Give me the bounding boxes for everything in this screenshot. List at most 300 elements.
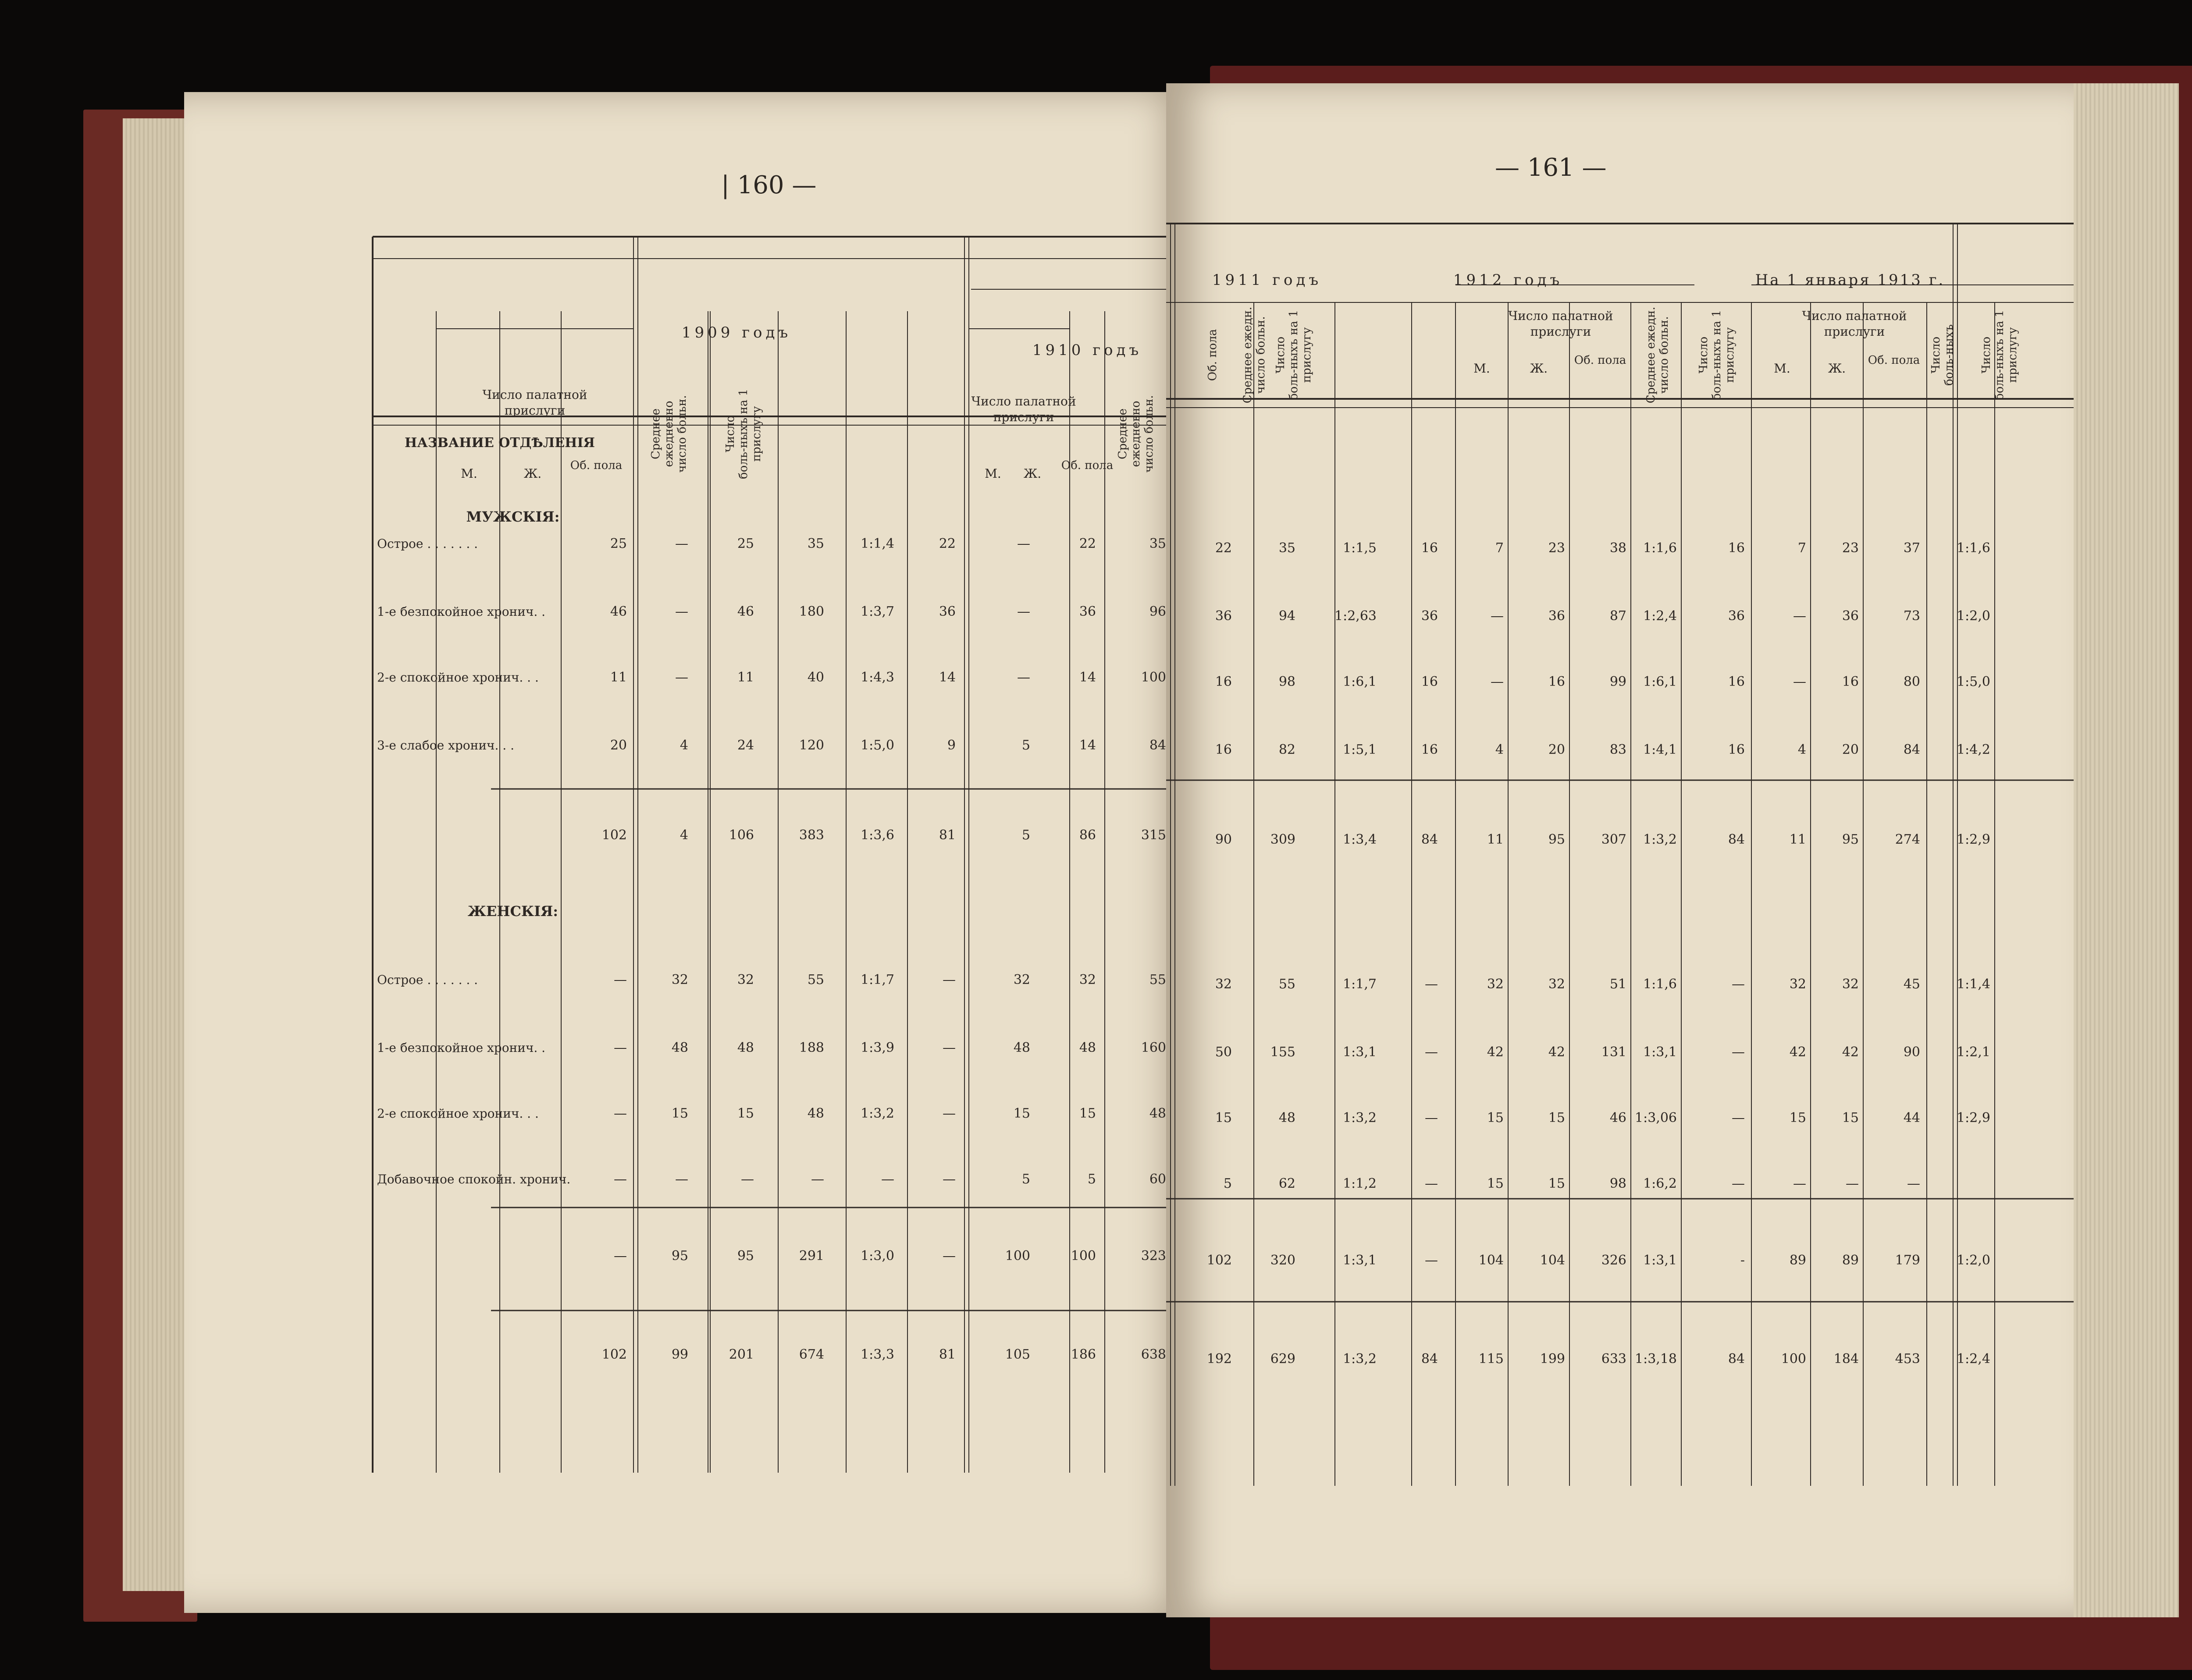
col-patients-header bbox=[1929, 324, 1956, 386]
cell-value: 36 bbox=[1842, 608, 1859, 624]
col-ratio-header bbox=[724, 389, 763, 479]
col-avg-header bbox=[649, 395, 689, 472]
cell-value: 48 bbox=[1278, 1110, 1295, 1126]
cell-value: 16 bbox=[1548, 674, 1565, 689]
cell-value: 15 bbox=[1487, 1176, 1504, 1191]
cell-value: 35 bbox=[807, 536, 824, 551]
cell-value: 1:2,4 bbox=[1643, 608, 1677, 624]
cell-value: — bbox=[1425, 1176, 1438, 1191]
cell-value: — bbox=[614, 1106, 627, 1121]
cell-value: 1:2,63 bbox=[1334, 608, 1377, 624]
col-ratio-header bbox=[1980, 310, 2019, 400]
cell-value: 80 bbox=[1903, 674, 1920, 689]
cell-value: — bbox=[1491, 608, 1504, 624]
cell-value: — bbox=[1846, 1176, 1859, 1191]
cell-value: 1:6,2 bbox=[1643, 1176, 1677, 1191]
cell-value: — bbox=[1491, 674, 1504, 689]
cell-value: 95 bbox=[737, 1248, 754, 1264]
cell-value: 1:2,0 bbox=[1957, 1253, 1990, 1268]
header-text: боль-ныхъ на 1 bbox=[737, 389, 751, 479]
cell-value: 1:2,0 bbox=[1957, 608, 1990, 624]
cell-value: 11 bbox=[737, 670, 754, 685]
cell-value: 1:3,2 bbox=[1343, 1110, 1377, 1126]
cell-value: 1:4,2 bbox=[1957, 742, 1990, 757]
cell-value: 50 bbox=[1215, 1044, 1232, 1060]
row-label: 2-е спокойное хронич. . . bbox=[377, 670, 539, 685]
cell-value: 16 bbox=[1728, 540, 1745, 556]
cell-value: 48 bbox=[1013, 1040, 1030, 1055]
cell-value: 1:3,2 bbox=[1343, 1351, 1377, 1367]
cell-value: 25 bbox=[610, 536, 627, 551]
cell-value: 16 bbox=[1728, 742, 1745, 757]
col-ratio-header bbox=[1697, 310, 1737, 400]
header-text: Число bbox=[1980, 336, 1993, 374]
cell-value: 106 bbox=[729, 828, 754, 843]
cell-value: 32 bbox=[1842, 977, 1859, 992]
cell-value: — bbox=[1907, 1176, 1920, 1191]
cell-value: 95 bbox=[1548, 832, 1565, 847]
cell-value: 1:6,1 bbox=[1643, 674, 1677, 689]
col-m-header: М. bbox=[985, 466, 1001, 481]
cell-value: 1:3,7 bbox=[861, 604, 894, 619]
row-label: Острое . . . . . . . bbox=[377, 536, 478, 551]
staff-group-header: Число палатной bbox=[482, 387, 587, 402]
cell-value: 48 bbox=[671, 1040, 688, 1055]
cell-value: 192 bbox=[1206, 1351, 1232, 1367]
cell-value: — bbox=[1017, 670, 1030, 685]
cell-value: 1:4,3 bbox=[861, 670, 894, 685]
year-header-1909: 1909 годъ bbox=[681, 324, 792, 341]
cell-value: 307 bbox=[1601, 832, 1626, 847]
row-label: 2-е спокойное хронич. . . bbox=[377, 1106, 539, 1121]
cell-value: 1:3,3 bbox=[861, 1347, 894, 1362]
col-both-header: Об. пола bbox=[1574, 354, 1626, 367]
col-zh-header: Ж. bbox=[1530, 361, 1548, 376]
cell-value: 15 bbox=[1079, 1106, 1096, 1121]
row-label: 1-е безпокойное хронич. . bbox=[377, 604, 546, 619]
cell-value: 20 bbox=[610, 738, 627, 753]
cell-value: 7 bbox=[1495, 540, 1504, 556]
col-both-header: Об. пола bbox=[570, 459, 623, 472]
section-female: ЖЕНСКІЯ: bbox=[467, 903, 559, 920]
cell-value: 42 bbox=[1842, 1044, 1859, 1060]
cell-value: 32 bbox=[1013, 972, 1030, 987]
cell-value: 1:3,06 bbox=[1635, 1110, 1677, 1126]
cell-value: 674 bbox=[799, 1347, 824, 1362]
cell-value: 102 bbox=[601, 828, 627, 843]
header-text: прислугу bbox=[1300, 327, 1313, 383]
cell-value: 115 bbox=[1478, 1351, 1504, 1367]
cell-value: 84 bbox=[1421, 1351, 1438, 1367]
cell-value: 44 bbox=[1903, 1110, 1920, 1126]
staff-group-header: прислуги bbox=[993, 410, 1054, 424]
cell-value: 16 bbox=[1728, 674, 1745, 689]
cell-value: — bbox=[614, 1040, 627, 1055]
cell-value: — bbox=[1793, 674, 1806, 689]
cell-value: 11 bbox=[1789, 832, 1806, 847]
cell-value: 84 bbox=[1421, 832, 1438, 847]
staff-group-header: прислуги bbox=[504, 403, 566, 418]
cell-value: 309 bbox=[1270, 832, 1295, 847]
header-text: Среднее bbox=[649, 408, 663, 460]
header-text: Число bbox=[1274, 336, 1288, 374]
cell-value: 629 bbox=[1270, 1351, 1295, 1367]
cell-value: 55 bbox=[807, 972, 824, 987]
cell-value: — bbox=[675, 1172, 688, 1187]
cell-value: 120 bbox=[799, 738, 824, 753]
cell-value: 36 bbox=[1548, 608, 1565, 624]
col-both-header: Об. пола bbox=[1061, 459, 1114, 472]
cell-value: 82 bbox=[1278, 742, 1295, 757]
cell-value: 81 bbox=[939, 1347, 956, 1362]
cell-value: 201 bbox=[729, 1347, 754, 1362]
cell-value: 48 bbox=[1079, 1040, 1096, 1055]
cell-value: 20 bbox=[1548, 742, 1565, 757]
cell-value: 36 bbox=[1728, 608, 1745, 624]
cell-value: 7 bbox=[1797, 540, 1806, 556]
col-ratio-header bbox=[1274, 310, 1313, 400]
cell-value: — bbox=[943, 1172, 956, 1187]
page-edges-right bbox=[2056, 83, 2179, 1617]
header-text: Среднее ежедн. bbox=[1644, 306, 1658, 404]
cell-value: 98 bbox=[1609, 1176, 1626, 1191]
cell-value: 42 bbox=[1789, 1044, 1806, 1060]
cell-value: 199 bbox=[1540, 1351, 1565, 1367]
col-m-header: М. bbox=[1774, 361, 1790, 376]
cell-value: 86 bbox=[1079, 828, 1096, 843]
row-label: 3-е слабое хронич. . . bbox=[377, 738, 515, 753]
cell-value: 35 bbox=[1278, 540, 1295, 556]
cell-value: 1:1,4 bbox=[1957, 977, 1990, 992]
cell-value: — bbox=[675, 604, 688, 619]
cell-value: 1:1,5 bbox=[1343, 540, 1377, 556]
cell-value: 5 bbox=[1223, 1176, 1232, 1191]
cell-value: 4 bbox=[680, 738, 688, 753]
staff-group-header: Число палатной bbox=[1508, 309, 1613, 323]
cell-value: 62 bbox=[1278, 1176, 1295, 1191]
row-label: Острое . . . . . . . bbox=[377, 973, 478, 987]
header-text: Среднее bbox=[1116, 408, 1130, 460]
header-text: прислугу bbox=[750, 406, 763, 462]
cell-value: 320 bbox=[1270, 1253, 1295, 1268]
cell-value: 90 bbox=[1215, 832, 1232, 847]
header-text: Число bbox=[1929, 336, 1943, 374]
cell-value: 36 bbox=[939, 604, 956, 619]
col-both-header bbox=[1206, 329, 1219, 381]
cell-value: 1:3,18 bbox=[1635, 1351, 1677, 1367]
cell-value: 100 bbox=[1071, 1248, 1096, 1264]
cell-value: 1:3,1 bbox=[1643, 1253, 1677, 1268]
cell-value: — bbox=[1732, 1176, 1745, 1191]
cell-value: 46 bbox=[610, 604, 627, 619]
col-zh-header: Ж. bbox=[1023, 466, 1042, 481]
cell-value: 5 bbox=[1021, 1172, 1030, 1187]
row-label: 1-е безпокойное хронич. . bbox=[377, 1041, 546, 1055]
cell-value: 1:1,7 bbox=[861, 972, 894, 987]
cell-value: 11 bbox=[1487, 832, 1504, 847]
cell-value: 15 bbox=[1842, 1110, 1859, 1126]
header-text: ежедневно bbox=[1129, 401, 1143, 467]
cell-value: — bbox=[675, 536, 688, 551]
cell-value: 73 bbox=[1903, 608, 1920, 624]
cell-value: 84 bbox=[1903, 742, 1920, 757]
cell-value: 1:3,1 bbox=[1343, 1253, 1377, 1268]
header-text: боль-ныхъ bbox=[1943, 324, 1956, 386]
cell-value: 32 bbox=[1079, 972, 1096, 987]
cell-value: — bbox=[1732, 1110, 1745, 1126]
cell-value: 15 bbox=[1215, 1110, 1232, 1126]
cell-value: 32 bbox=[1548, 977, 1565, 992]
staff-group-header: прислуги bbox=[1530, 324, 1591, 339]
cell-value: 186 bbox=[1071, 1347, 1096, 1362]
header-text: ежедневно bbox=[662, 401, 676, 467]
cell-value: — bbox=[811, 1172, 824, 1187]
cell-value: 15 bbox=[1548, 1176, 1565, 1191]
cell-value: 22 bbox=[1079, 536, 1096, 551]
cell-value: 84 bbox=[1728, 1351, 1745, 1367]
cell-value: 1:4,1 bbox=[1643, 742, 1677, 757]
cell-value: — bbox=[1425, 977, 1438, 992]
cell-value: 1:3,4 bbox=[1343, 832, 1377, 847]
cell-value: 1:1,2 bbox=[1343, 1176, 1377, 1191]
cell-value: 16 bbox=[1421, 742, 1438, 757]
cell-value: 1:3,1 bbox=[1343, 1044, 1377, 1060]
cell-value: 100 bbox=[1005, 1248, 1030, 1264]
cell-value: 32 bbox=[1215, 977, 1232, 992]
header-text: боль-ныхъ на 1 bbox=[1710, 310, 1724, 400]
year-header-1913: На 1 января 1913 г. bbox=[1755, 271, 1945, 289]
cell-value: 1:5,1 bbox=[1343, 742, 1377, 757]
cell-value: 1:1,4 bbox=[861, 536, 894, 551]
cell-value: — bbox=[881, 1172, 894, 1187]
header-text: число больн. bbox=[1658, 316, 1671, 394]
cell-value: 179 bbox=[1895, 1253, 1920, 1268]
cell-value: 83 bbox=[1609, 742, 1626, 757]
cell-value: — bbox=[1425, 1044, 1438, 1060]
col-m-header: М. bbox=[461, 466, 477, 481]
cell-value: 51 bbox=[1609, 977, 1626, 992]
year-header-1912: 1912 годъ bbox=[1453, 271, 1563, 289]
cell-value: 1:2,1 bbox=[1957, 1044, 1990, 1060]
cell-value: - bbox=[1740, 1253, 1745, 1268]
cell-value: 22 bbox=[1215, 540, 1232, 556]
cell-value: 16 bbox=[1842, 674, 1859, 689]
header-text: Среднее ежедн. bbox=[1241, 306, 1255, 404]
col-avg-header bbox=[1644, 307, 1671, 404]
cell-value: 99 bbox=[1609, 674, 1626, 689]
cell-value: 453 bbox=[1895, 1351, 1920, 1367]
cell-value: 55 bbox=[1149, 972, 1166, 987]
header-text: боль-ныхъ на 1 bbox=[1287, 310, 1301, 400]
cell-value: 42 bbox=[1548, 1044, 1565, 1060]
col-zh-header: Ж. bbox=[523, 466, 542, 481]
cell-value: 1:1,7 bbox=[1343, 977, 1377, 992]
cell-value: 98 bbox=[1278, 674, 1295, 689]
cell-value: 94 bbox=[1278, 608, 1295, 624]
page-number-right: — 161 — bbox=[1495, 153, 1607, 182]
cell-value: 9 bbox=[947, 738, 956, 753]
cell-value: 95 bbox=[1842, 832, 1859, 847]
cell-value: 48 bbox=[1149, 1106, 1166, 1121]
header-text: число больн. bbox=[1254, 316, 1268, 394]
header-text: боль-ныхъ на 1 bbox=[1993, 310, 2007, 400]
cell-value: 4 bbox=[1797, 742, 1806, 757]
cell-value: 105 bbox=[1005, 1347, 1030, 1362]
cell-value: 81 bbox=[939, 828, 956, 843]
cell-value: — bbox=[1793, 1176, 1806, 1191]
col-both-header: Об. пола bbox=[1868, 354, 1920, 367]
left-table bbox=[184, 92, 1192, 1613]
cell-value: 20 bbox=[1842, 742, 1859, 757]
cell-value: 90 bbox=[1903, 1044, 1920, 1060]
header-text: Число bbox=[724, 415, 737, 453]
cell-value: 1:3,0 bbox=[861, 1248, 894, 1264]
cell-value: — bbox=[675, 670, 688, 685]
cell-value: 60 bbox=[1149, 1172, 1166, 1187]
header-text: число больн. bbox=[1142, 395, 1156, 473]
cell-value: 1:6,1 bbox=[1343, 674, 1377, 689]
cell-value: 1:5,0 bbox=[1957, 674, 1990, 689]
col-avg-header bbox=[1241, 307, 1267, 404]
cell-value: 291 bbox=[799, 1248, 824, 1264]
year-header-1910: 1910 годъ bbox=[1032, 341, 1142, 359]
cell-value: 37 bbox=[1903, 540, 1920, 556]
cell-value: 1:2,9 bbox=[1957, 1110, 1990, 1126]
cell-value: 184 bbox=[1833, 1351, 1859, 1367]
cell-value: 1:2,4 bbox=[1957, 1351, 1990, 1367]
cell-value: 326 bbox=[1601, 1253, 1626, 1268]
header-text: число больн. bbox=[676, 395, 689, 473]
cell-value: 15 bbox=[1487, 1110, 1504, 1126]
header-text: прислугу bbox=[2006, 327, 2019, 383]
cell-value: — bbox=[1425, 1253, 1438, 1268]
cell-value: — bbox=[1017, 604, 1030, 619]
cell-value: 36 bbox=[1215, 608, 1232, 624]
cell-value: 87 bbox=[1609, 608, 1626, 624]
cell-value: 96 bbox=[1149, 604, 1166, 619]
cell-value: 15 bbox=[1789, 1110, 1806, 1126]
cell-value: 15 bbox=[1548, 1110, 1565, 1126]
name-column-header: НАЗВАНИЕ ОТДѢЛЕНІЯ bbox=[405, 435, 595, 451]
cell-value: 1:1,6 bbox=[1957, 540, 1990, 556]
cell-value: 84 bbox=[1149, 738, 1166, 753]
cell-value: 100 bbox=[1141, 670, 1166, 685]
cell-value: 131 bbox=[1601, 1044, 1626, 1060]
cell-value: 5 bbox=[1021, 828, 1030, 843]
cell-value: 638 bbox=[1141, 1347, 1166, 1362]
cell-value: 100 bbox=[1781, 1351, 1806, 1367]
cell-value: — bbox=[943, 972, 956, 987]
cell-value: 15 bbox=[1013, 1106, 1030, 1121]
cell-value: — bbox=[1732, 977, 1745, 992]
cell-value: 42 bbox=[1487, 1044, 1504, 1060]
cell-value: 16 bbox=[1215, 742, 1232, 757]
cell-value: — bbox=[1793, 608, 1806, 624]
header-text: Об. пола bbox=[1206, 329, 1220, 381]
cell-value: 102 bbox=[1206, 1253, 1232, 1268]
staff-group-header: прислуги bbox=[1824, 324, 1885, 339]
cell-value: 1:3,6 bbox=[861, 828, 894, 843]
cell-value: — bbox=[943, 1248, 956, 1264]
cell-value: 89 bbox=[1789, 1253, 1806, 1268]
cell-value: 38 bbox=[1609, 540, 1626, 556]
cell-value: 35 bbox=[1149, 536, 1166, 551]
col-zh-header: Ж. bbox=[1828, 361, 1846, 376]
cell-value: 23 bbox=[1548, 540, 1565, 556]
cell-value: 160 bbox=[1141, 1040, 1166, 1055]
cell-value: 155 bbox=[1270, 1044, 1295, 1060]
cell-value: 23 bbox=[1842, 540, 1859, 556]
cell-value: 383 bbox=[799, 828, 824, 843]
cell-value: 323 bbox=[1141, 1248, 1166, 1264]
cell-value: 32 bbox=[671, 972, 688, 987]
cell-value: 4 bbox=[680, 828, 688, 843]
cell-value: 1:3,9 bbox=[861, 1040, 894, 1055]
cell-value: 1:3,1 bbox=[1643, 1044, 1677, 1060]
cell-value: 633 bbox=[1601, 1351, 1626, 1367]
staff-group-header: Число палатной bbox=[1802, 309, 1907, 323]
cell-value: — bbox=[614, 972, 627, 987]
cell-value: 11 bbox=[610, 670, 627, 685]
left-page bbox=[184, 92, 1192, 1613]
cell-value: 36 bbox=[1079, 604, 1096, 619]
cell-value: 14 bbox=[939, 670, 956, 685]
cell-value: 1:3,2 bbox=[861, 1106, 894, 1121]
cell-value: 32 bbox=[737, 972, 754, 987]
cell-value: 1:1,6 bbox=[1643, 977, 1677, 992]
cell-value: 48 bbox=[807, 1106, 824, 1121]
cell-value: 274 bbox=[1895, 832, 1920, 847]
row-label: Добавочное спокойн. хронич. bbox=[377, 1172, 571, 1186]
cell-value: 55 bbox=[1278, 977, 1295, 992]
cell-value: 5 bbox=[1087, 1172, 1096, 1187]
header-text: прислугу bbox=[1723, 327, 1737, 383]
staff-group-header: Число палатной bbox=[971, 394, 1076, 408]
page-number-left: | 160 — bbox=[721, 171, 817, 199]
cell-value: 4 bbox=[1495, 742, 1504, 757]
cell-value: 95 bbox=[671, 1248, 688, 1264]
cell-value: 104 bbox=[1540, 1253, 1565, 1268]
cell-value: — bbox=[614, 1172, 627, 1187]
cell-value: 180 bbox=[799, 604, 824, 619]
cell-value: 15 bbox=[671, 1106, 688, 1121]
cell-value: 1:5,0 bbox=[861, 738, 894, 753]
cell-value: 46 bbox=[1609, 1110, 1626, 1126]
section-male: МУЖСКІЯ: bbox=[466, 508, 560, 525]
cell-value: 14 bbox=[1079, 670, 1096, 685]
cell-value: 188 bbox=[799, 1040, 824, 1055]
cell-value: 1:3,2 bbox=[1643, 832, 1677, 847]
cell-value: — bbox=[741, 1172, 754, 1187]
cell-value: 32 bbox=[1487, 977, 1504, 992]
cell-value: 89 bbox=[1842, 1253, 1859, 1268]
cell-value: 25 bbox=[737, 536, 754, 551]
cell-value: — bbox=[1732, 1044, 1745, 1060]
cell-value: 32 bbox=[1789, 977, 1806, 992]
cell-value: 99 bbox=[671, 1347, 688, 1362]
cell-value: 16 bbox=[1421, 674, 1438, 689]
col-m-header: М. bbox=[1473, 361, 1490, 376]
cell-value: — bbox=[1017, 536, 1030, 551]
cell-value: 16 bbox=[1421, 540, 1438, 556]
header-text: Число bbox=[1697, 336, 1711, 374]
cell-value: 24 bbox=[737, 738, 754, 753]
cell-value: 14 bbox=[1079, 738, 1096, 753]
cell-value: 84 bbox=[1728, 832, 1745, 847]
cell-value: 102 bbox=[601, 1347, 627, 1362]
cell-value: 1:1,6 bbox=[1643, 540, 1677, 556]
right-page bbox=[1166, 83, 2074, 1617]
